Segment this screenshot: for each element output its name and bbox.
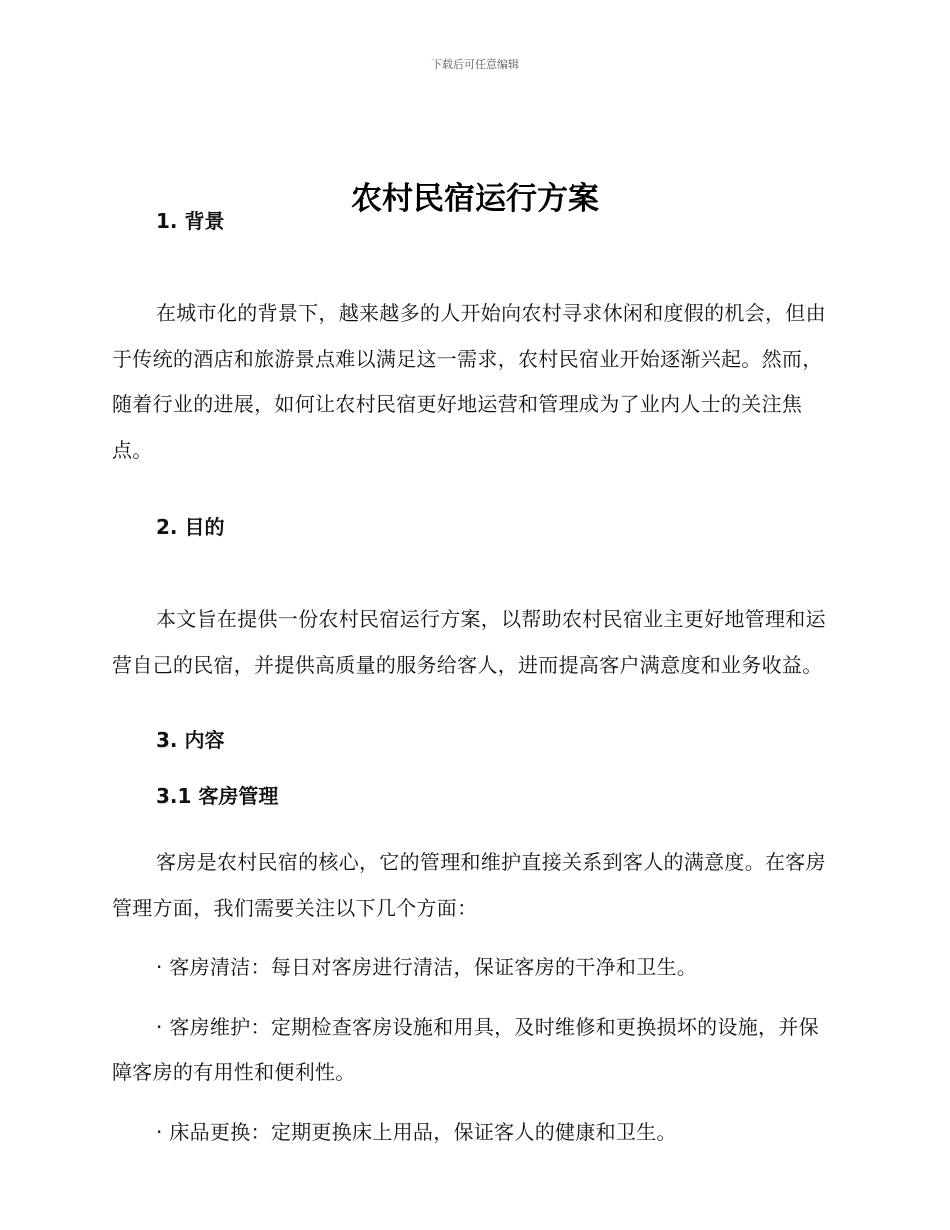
page-header: 下载后可任意编辑 bbox=[431, 58, 519, 71]
paragraph-room-management-intro: 客房是农村民宿的核心，它的管理和维护直接关系到客人的满意度。在客房管理方面，我们需要关注以下几个方面： bbox=[112, 850, 826, 920]
section-heading-content: 3. 内容 bbox=[156, 728, 225, 752]
section-heading-background: 1. 背景 bbox=[156, 209, 225, 233]
list-item-room-maintenance: · 客房维护：定期检查客房设施和用具，及时维修和更换损坏的设施，并保障客房的有用性和便利性。 bbox=[112, 1014, 819, 1084]
section-heading-purpose: 2. 目的 bbox=[156, 515, 225, 539]
paragraph-background: 在城市化的背景下，越来越多的人开始向农村寻求休闲和度假的机会，但由于传统的酒店和旅游景点难以满足这一需求，农村民宿业开始逐渐兴起。然而，随着行业的进展，如何让农村民宿更好地运营和管理成为了业内人士的关注焦点。 bbox=[112, 301, 826, 462]
paragraph-purpose: 本文旨在提供一份农村民宿运行方案，以帮助农村民宿业主更好地管理和运营自己的民宿，并提供高质量的服务给客人，进而提高客户满意度和业务收益。 bbox=[112, 607, 826, 677]
list-item-bedding-change: · 床品更换：定期更换床上用品，保证客人的健康和卫生。 bbox=[156, 1119, 677, 1144]
list-item-room-cleaning: · 客房清洁：每日对客房进行清洁，保证客房的干净和卫生。 bbox=[156, 955, 698, 979]
document-title: 农村民宿运行方案 bbox=[351, 180, 599, 217]
subsection-heading-room-management: 3.1 客房管理 bbox=[156, 784, 279, 808]
document-body bbox=[112, 203, 832, 1155]
